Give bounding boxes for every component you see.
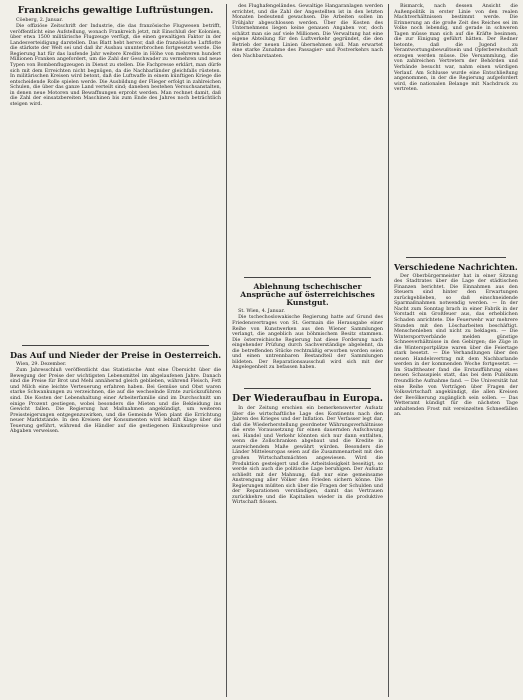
section-divider <box>22 345 209 346</box>
article-body: Bismarck, nach dessen Ansicht die Außenpolitik in erster Linie von den realen Machtverhältnissen bestimmt werde. Die Erinnerung an die große Zeit des Reiches sei im Volke noch lebendig, und gerade in schweren Tagen müsse man sich auf die Kräfte besinnen, die zur Einigung geführt hätten. Der Redner betonte, daß die Jugend zu Verantwortungsbewußtsein und Opferbereitschaft erzogen werden müsse. Die Versammlung, die von zahlreichen Vertretern der Behörden und Verbände besucht war, nahm einen würdigen Verlauf. Am Schlusse wurde eine Entschließung angenommen, in der die Regierung aufgefordert wird, die nationalen Belange mit Nachdruck zu vertreten. <box>393 4 518 93</box>
article-body: Die offiziöse Zeitschrift der Industrie, die das französische Flugwesen betrifft, veröffentlicht eine Aufstellung, wonach Frankreich jetzt, mit Einschluß der Kolonien, über etwa 1500 militärische Flugzeuge verfügt, die einen gewaltigen Faktor in der Landesverteidigung darstellen. Das Blatt hebt hervor, daß die französische Luftflotte die stärkste der Welt sei und daß ihr Ausbau ununterbrochen fortgesetzt werde. Die Regierung hat für das laufende Jahr weitere Kredite in Höhe von mehreren hundert Millionen Franken angefordert, um die Zahl der Geschwader zu vermehren und neue Typen von Bombenflugzeugen in Dienst zu stellen. Die Fachpresse erklärt, man dürfe sich mit dem Erreichten nicht begnügen, da die Nachbarländer gleichfalls rüsteten. In militärischen Kreisen wird betont, daß die Luftwaffe in einem künftigen Kriege die entscheidende Rolle spielen werde. Die Ausbildung der Flieger erfolgt in zahlreichen Schulen, die über das ganze Land verteilt sind; daneben bestehen Versuchsanstalten, in denen neue Motoren und Bewaffnungen erprobt werden. Man rechnet damit, daß die Zahl der einsatzbereiten Maschinen bis zum Ende des Jahres noch beträchtlich steigen wird. <box>10 24 222 107</box>
article-body: Der Oberbürgermeister hat in einer Sitzung des Stadtrates über die Lage der städtischen Finanzen berichtet. Die Einnahmen aus den Steuern sind hinter den Erwartungen zurückgeblieben, so daß einschneidende Sparmaßnahmen notwendig werden. — In der Nacht zum Sonntag brach in einer Fabrik in der Vorstadt ein Großfeuer aus, das erheblichen Schaden anrichtete. Die Feuerwehr war mehrere Stunden mit den Löscharbeiten beschäftigt. Menschenleben sind nicht zu beklagen. — Die Wintersportverbände melden günstige Schneeverhältnisse in den Gebirgen; die Züge in die Wintersportplätze waren über die Feiertage stark besetzt. — Die Verhandlungen über den neuen Handelsvertrag mit dem Nachbarlande werden in der kommenden Woche fortgesetzt. — Im Stadttheater fand die Erstaufführung eines neuen Schauspiels statt, das bei dem Publikum freundliche Aufnahme fand. — Die Universität hat eine Reihe von Vorträgen über Fragen der Volkswirtschaft angekündigt, die allen Kreisen der Bevölkerung zugänglich sein sollen. — Das Wetteramt kündigt für die nächsten Tage anhaltenden Frost mit vereinzelten Schneefällen an. <box>393 273 518 418</box>
column-1 <box>5 4 226 697</box>
headline-prices-austria: Das Auf und Nieder der Preise in Oesterreich. <box>10 350 222 361</box>
article-body: In der Zeitung erschien ein bemerkenswerter Aufsatz über die wirtschaftliche Lage des Kontinents nach den Jahren des Krieges und der Inflation. Der Verfasser legt dar, daß die Wiederherstellung geordneter Währungsverhältnisse die erste Voraussetzung für einen dauernden Aufschwung sei. Handel und Verkehr könnten sich nur dann entfalten, wenn die Zollschranken abgebaut und die Kredite in ausreichendem Maße gewährt würden. Besonders die Länder Mitteleuropas seien auf die Zusammenarbeit mit den großen Wirtschaftsmächten angewiesen. Wird die Produktion gesteigert und die Arbeitslosigkeit beseitigt, so werde sich auch die politische Lage beruhigen. Der Aufsatz schließt mit der Mahnung, daß nur eine gemeinsame Anstrengung aller Völker den Frieden sichern könne. Die Regierungen müßten sich über die Fragen der Schulden und der Reparationen verständigen, damit das Vertrauen zurückkehre und die Kapitalien wieder in die produktive Wirtschaft flössen. <box>232 406 383 506</box>
article-body: Die tschechoslowakische Regierung hatte auf Grund des Friedensvertrages von St. Germain die Herausgabe einer Reihe von Kunstwerken aus den Wiener Sammlungen verlangt, die angeblich aus böhmischem Besitz stammen. Die österreichische Regierung hat diese Forderung nach eingehender Prüfung durch Sachverständige abgelehnt, da die betreffenden Stücke rechtmäßig erworben worden seien und einen untrennbaren Bestandteil der Sammlungen bildeten. Der Reparationsausschuß wird sich mit der Angelegenheit zu befassen haben. <box>232 315 383 371</box>
dateline: St. Wien, 4. Januar. <box>238 308 285 314</box>
dateline: Wien, 29. Dezember. <box>16 361 67 367</box>
section-divider <box>244 388 371 389</box>
headline-reconstruction: Der Wiederaufbau in Europa. <box>232 393 383 405</box>
dateline: Cöeberg, 2. Januar. <box>16 17 63 23</box>
section-divider <box>406 257 506 258</box>
headline-air-armament: Frankreichs gewaltige Luftrüstungen. <box>17 5 214 16</box>
column-3 <box>388 4 523 697</box>
headline-misc-news: Verschiedene Nachrichten. <box>393 262 518 272</box>
article-body: des Flughafengeländes. Gewaltige Hangaranlagen werden errichtet, und die Zahl der Angestellten ist in den letzten Monaten bedeutend gewachsen. Die Arbeiten sollen im Frühjahr abgeschlossen werden. Über die Kosten des Unternehmens liegen keine genauen Angaben vor, doch schätzt man sie auf viele Millionen. Die Verwaltung hat eine eigene Abteilung für den Luftverkehr gegründet, die den Betrieb der neuen Linien übernehmen soll. Man erwartet eine starke Zunahme des Passagier- und Postverkehrs nach den Nachbarstaaten. <box>232 4 383 59</box>
column-2 <box>226 4 388 697</box>
section-divider <box>244 277 371 278</box>
article-body: Zum Jahresschluß veröffentlicht das Statistische Amt eine Übersicht über die Bewegung der Preise der wichtigsten Lebensmittel im abgelaufenen Jahre. Danach sind die Preise für Brot und Mehl annähernd gleich geblieben, während Fleisch, Fett und Milch eine leichte Verteuerung erfahren haben. Bei Gemüse und Obst waren starke Schwankungen zu verzeichnen, die auf die wechselnde Ernte zurückzuführen sind. Die Kosten der Lebenshaltung einer Arbeiterfamilie sind im Durchschnitt um einige Prozent gestiegen, wobei besonders die Mieten und die Bekleidung ins Gewicht fallen. Die Regierung hat Maßnahmen angekündigt, um weiteren Preissteigerungen entgegenzuwirken, und die Gemeinde Wien plant die Errichtung neuer Marktstände. In den Kreisen der Konsumenten wird lebhaft Klage über die Teuerung geführt, während die Händler auf die gestiegenen Einkaufspreise und Abgaben verweisen. <box>10 368 222 435</box>
headline-czech-claims: Ablehnung tschechischer Ansprüche auf österreichisches Kunstgut. <box>240 282 375 307</box>
